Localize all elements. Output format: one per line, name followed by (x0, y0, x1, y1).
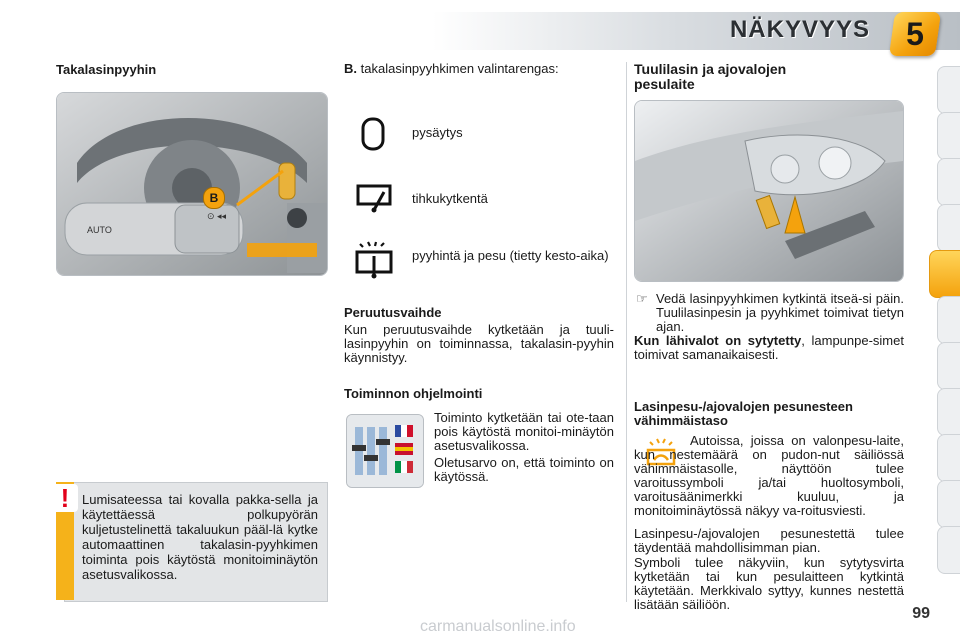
reverse-gear-text: Kun peruutusvaihde kytketään ja tuuli-lasinpyyhin on toiminnassa, takalasin-pyyhin käynnistyy. (344, 322, 614, 365)
headlamp-washer-photo (634, 100, 904, 282)
fluid-level-heading: Lasinpesu-/ajovalojen pesunesteen vähimmäistaso (634, 399, 853, 428)
bullet-icon: ☞ (636, 291, 648, 306)
chapter-tab[interactable] (937, 480, 960, 528)
column-divider (626, 62, 627, 602)
low-beam-bold: Kun lähivalot on sytytetty (634, 333, 802, 348)
page-title: NÄKYVYYS (729, 16, 870, 43)
programming-text-2: Oletusarvo on, että toiminto on käytössä. (434, 455, 614, 484)
rear-wiper-heading: Takalasinpyyhin (56, 62, 157, 77)
programming-heading: Toiminnon ohjelmointi (344, 386, 483, 401)
position-stop-label: pysäytys (412, 125, 463, 140)
pull-stalk-instruction: Vedä lasinpyyhkimen kytkintä itseä-si päin. Tuulilasinpesin ja pyyhkimet toimivat tietyn ajan. (656, 291, 904, 334)
washer-heading: Tuulilasin ja ajovalojen pesulaite (634, 61, 787, 92)
chapter-number: 5 (906, 16, 924, 52)
ring-letter: B. (344, 61, 357, 76)
chapter-tab-active[interactable] (929, 250, 960, 298)
low-beam-text (634, 334, 904, 362)
position-intermittent-label: tihkukytkentä (412, 191, 488, 206)
chapter-tab[interactable] (937, 296, 960, 344)
svg-text:⊙ ◂◂: ⊙ ◂◂ (207, 211, 227, 221)
chapter-tab[interactable] (937, 66, 960, 114)
chapter-tabs (928, 66, 960, 576)
intermittent-wipe-icon (354, 180, 394, 214)
wipe-wash-icon (352, 240, 396, 280)
chapter-tab[interactable] (937, 526, 960, 574)
position-wipe-wash-label: pyyhintä ja pesu (tietty kesto-aika) (412, 248, 609, 263)
multifunction-display-icon (346, 414, 424, 488)
chapter-tab[interactable] (937, 158, 960, 206)
chapter-tab[interactable] (937, 434, 960, 482)
low-beam-rest: , lampunpe-simet toimivat samanaikaisesti. (634, 333, 904, 362)
ring-intro (344, 62, 626, 76)
ring-text: takalasinpyyhkimen valintarengas: (360, 61, 559, 76)
rear-wiper-stalk-photo (56, 92, 328, 276)
chapter-tab[interactable] (937, 204, 960, 252)
chapter-tab[interactable] (937, 342, 960, 390)
watermark: carmanualsonline.info (420, 618, 576, 635)
chapter-tab[interactable] (937, 112, 960, 160)
reverse-gear-heading: Peruutusvaihde (344, 305, 442, 320)
exclamation-warning-icon: ! (52, 484, 78, 512)
stop-icon (358, 116, 388, 152)
fluid-level-text-2: Lasinpesu-/ajovalojen pesunestettä tulee täydentää mahdollisimman pian. (634, 526, 904, 555)
warning-note-text: Lumisateessa tai kovalla pakka-sella ja käytettäessä polkupyörän kuljetustelinettä takaluukun pääl-lä kytke automaattinen takalasin-pyyhkimen toiminta pois käytöstä monitoiminäytön asetusvalikossa. (82, 492, 318, 582)
fluid-level-text-3: Symboli tulee näkyviin, kun sytytysvirta kytketään tai kun pesulaitteen kytkintä käytetään. Merkkivalo syttyy, kunnes nestettä lisätään säiliöön. (634, 555, 904, 612)
svg-text:AUTO: AUTO (87, 225, 112, 235)
page-number: 99 (912, 605, 930, 622)
programming-text-1: Toiminto kytketään tai ote-taan pois käytöstä monitoi-minäytön asetusvalikossa. (434, 410, 614, 453)
callout-b-marker: B (203, 187, 225, 209)
fluid-level-text-1: Autoissa, joissa on valonpesu-laite, kun nestemäärä on pudon-nut säiliössä vähimmäistasolle, näyttöön tulee varoitussymboli ja/tai huoltosymboli, varoitusäänimerkki kuuluu, ja monitoiminäytössä näkyy va-roitusviesti. (634, 433, 904, 518)
chapter-tab[interactable] (937, 388, 960, 436)
